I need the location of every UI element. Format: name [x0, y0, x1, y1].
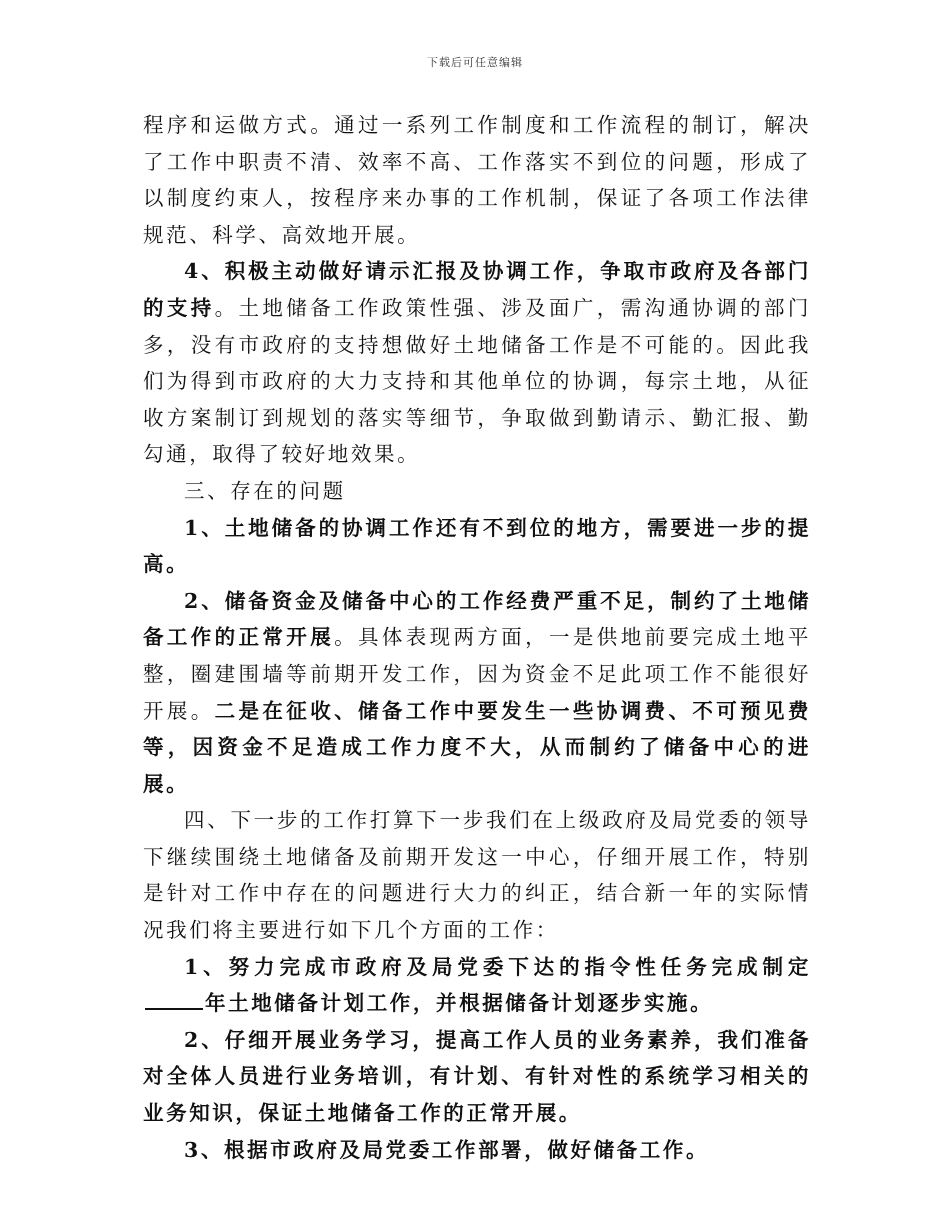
problem-item-2-body: 。具体表现两方面，一是供地前要完成土地平整，圈建围墙等前期开发工作，因为资金不足此项工作不能很好开展。 [143, 625, 811, 723]
paragraph-coordination [143, 253, 811, 473]
problem-item-1: 1、土地储备的协调工作还有不到位的地方，需要进一步的提高。 [143, 515, 811, 577]
paragraph-process-intro: 程序和运做方式。通过一系列工作制度和工作流程的制订，解决了工作中职责不清、效率不高、工作落实不到位的问题，形成了以制度约束人，按程序来办事的工作机制，保证了各项工作法律规范、科学、高效地开展。 [143, 113, 811, 247]
plan-item-1 [143, 949, 811, 1022]
page-header-note: 下载后可任意编辑 [427, 56, 523, 69]
plan-item-1-part-a: 1、努力完成市政府及局党委下达的指令性任务完成制定 [184, 954, 811, 979]
plan-item-1-part-b: 年土地储备计划工作，并根据储备计划逐步实施。 [205, 991, 714, 1016]
section-heading-problems: 三、存在的问题 [184, 478, 346, 503]
plan-item-2: 2、仔细开展业务学习，提高工作人员的业务素养，我们准备对全体人员进行业务培训，有计划、有针对性的系统学习相关的业务知识，保证土地储备工作的正常开展。 [143, 1027, 811, 1126]
problem-item-2-heading: 2、储备资金及储备中心的工作经费严重不足，制约了土地储备工作的正常开展 [143, 588, 811, 650]
problem-item-2-second: 二是在征收、储备工作中要发生一些协调费、不可预见费等，因资金不足造成工作力度不大，从而制约了储备中心的进展。 [143, 698, 811, 796]
plan-item-3: 3、根据市政府及局党委工作部署，做好储备工作。 [184, 1137, 710, 1162]
section-next-steps: 四、下一步的工作打算下一步我们在上级政府及局党委的领导下继续围绕土地储备及前期开发这一中心，仔细开展工作，特别是针对工作中存在的问题进行大力的纠正，结合新一年的实际情况我们将主要进行如下几个方面的工作： [143, 808, 811, 943]
paragraph-coordination-heading: 4、积极主动做好请示汇报及协调工作，争取市政府及各部门的支持 [143, 259, 811, 320]
document-body [143, 107, 811, 1168]
problem-item-2 [143, 583, 811, 803]
year-blank-underline [145, 988, 203, 1010]
paragraph-coordination-body: 。土地储备工作政策性强、涉及面广，需沟通协调的部门多，没有市政府的支持想做好土地储备工作是不可能的。因此我们为得到市政府的大力支持和其他单位的协调，每宗土地，从征收方案制订到规划的落实等细节，争取做到勤请示、勤汇报、勤勾通，取得了较好地效果。 [143, 295, 811, 467]
